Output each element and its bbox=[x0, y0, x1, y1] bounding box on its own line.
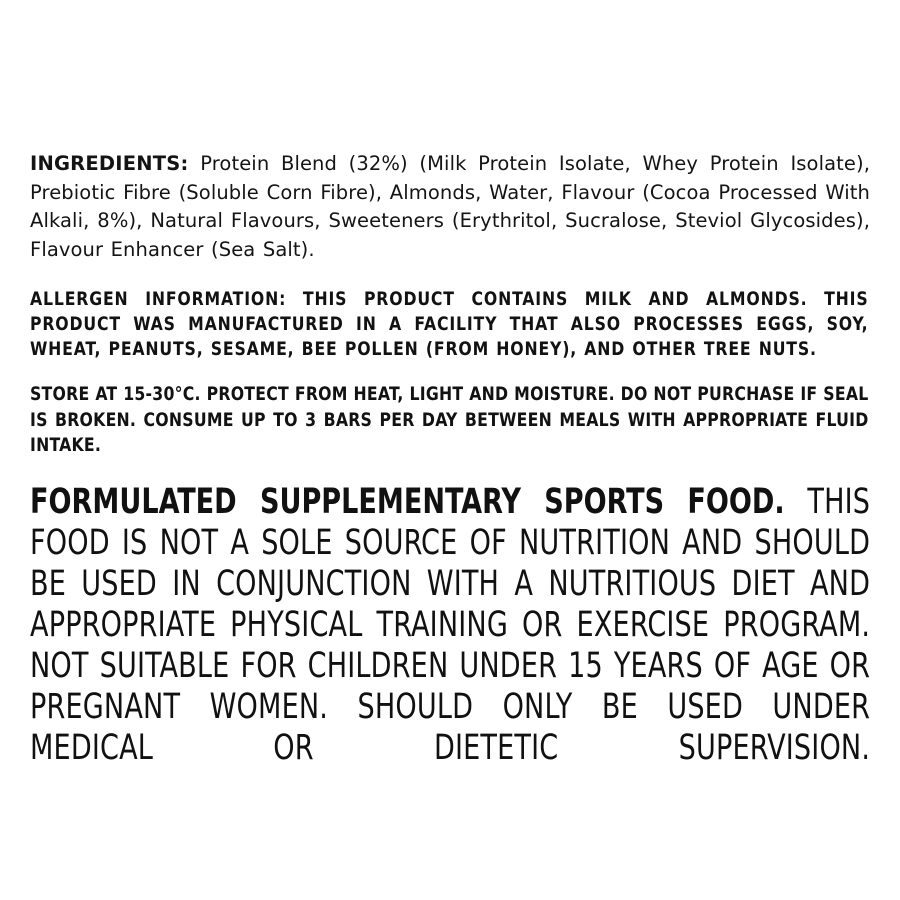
ingredients-text: Protein Blend (32%) (Milk Protein Isolate, Whey Protein Isolate), Prebiotic Fibre (Soluble Corn Fibre), Almonds, Water, Flavour (Cocoa Processed With Alkali, 8%), Natural Flavours, Sweeteners (Erythritol, Sucralose, Steviol Glycosides), Flavour Enhancer (Sea Salt). bbox=[30, 152, 870, 261]
allergen-information-text: ALLERGEN INFORMATION: THIS PRODUCT CONTAINS MILK AND ALMONDS. THIS PRODUCT WAS MANUFACTURED IN A FACILITY THAT ALSO PROCESSES EGGS, SOY, WHEAT, PEANUTS, SESAME, BEE POLLEN (FROM HONEY), AND OTHER TREE NUTS. bbox=[30, 287, 869, 361]
ingredients-paragraph bbox=[30, 150, 870, 265]
ingredients-heading: INGREDIENTS: bbox=[30, 152, 189, 175]
storage-instructions-text: STORE AT 15-30°C. PROTECT FROM HEAT, LIGHT AND MOISTURE. DO NOT PURCHASE IF SEAL IS BROKEN. CONSUME UP TO 3 BARS PER DAY BETWEEN MEALS WITH APPROPRIATE FLUID INTAKE. bbox=[30, 383, 869, 456]
product-label-panel bbox=[30, 150, 870, 769]
formulated-lead-text: FORMULATED SUPPLEMENTARY SPORTS FOOD. bbox=[30, 482, 785, 523]
formulated-supplementary-sports-food-statement bbox=[30, 482, 870, 769]
formulated-body-text: THIS FOOD IS NOT A SOLE SOURCE OF NUTRITION AND SHOULD BE USED IN CONJUNCTION WITH A NUTRITIOUS DIET AND APPROPRIATE PHYSICAL TRAINING OR EXERCISE PROGRAM. NOT SUITABLE FOR CHILDREN UNDER 15 YEARS OF AGE OR PREGNANT WOMEN. SHOULD ONLY BE USED UNDER MEDICAL OR DIETETIC SUPERVISION. bbox=[30, 482, 871, 768]
